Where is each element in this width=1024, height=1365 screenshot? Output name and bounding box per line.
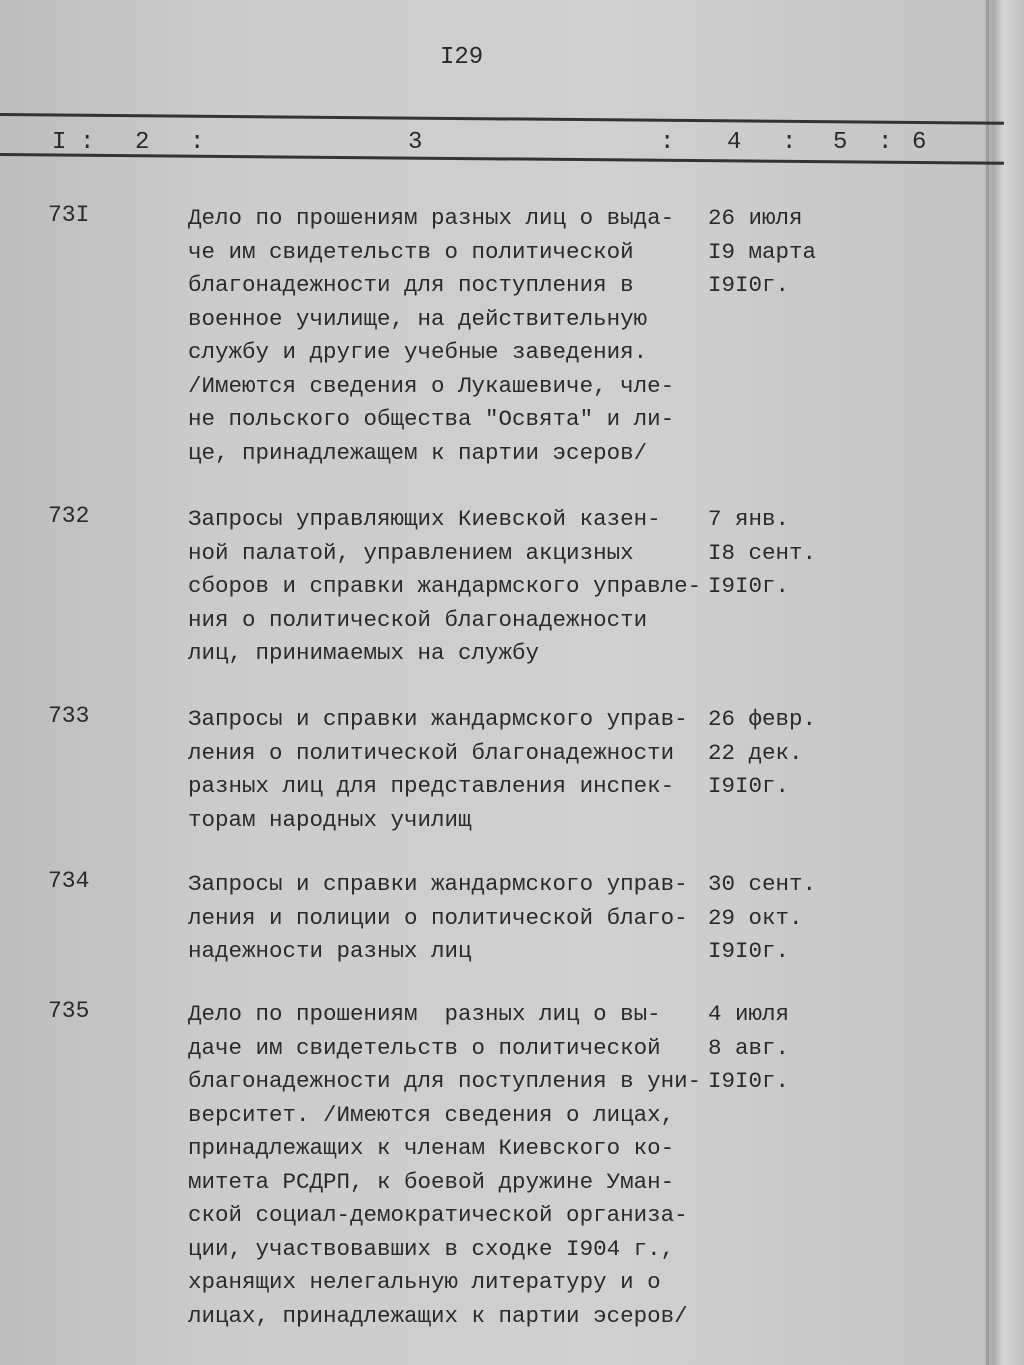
description-line: службу и другие учебные заведения. [188, 339, 648, 365]
entry-number: 732 [48, 503, 90, 529]
column-header-6: 6 [912, 129, 927, 156]
entry-number: 733 [48, 703, 90, 729]
description-line: хранящих нелегальную литературу и о [188, 1269, 661, 1295]
date-line: I9I0г. [708, 573, 790, 599]
date-line: 4 июля [708, 1001, 790, 1027]
date-line: 22 дек. [708, 739, 803, 766]
entry-description [188, 998, 701, 1333]
entry-description [188, 503, 701, 671]
description-line: Запросы и справки жандармского управ- [188, 706, 688, 732]
description-line: благонадежности для поступления в уни- [188, 1068, 702, 1094]
column-separator: : [660, 129, 675, 156]
date-line: I9 марта [708, 238, 817, 265]
entry-dates [708, 503, 816, 604]
column-separator: : [80, 129, 95, 156]
description-line: разных лиц для представления инспек- [188, 773, 675, 799]
entry-description [188, 868, 688, 969]
description-line: ной палатой, управлением акцизных [188, 539, 634, 566]
entry-number: 734 [48, 868, 90, 894]
description-line: верситет. /Имеются сведения о лицах, [188, 1101, 675, 1128]
description-line: митета РСДРП, к боевой дружине Уман- [188, 1168, 675, 1195]
description-line: ции, участвовавших в сходке I904 г., [188, 1235, 675, 1262]
entry-dates [708, 202, 816, 303]
entry-number: 73I [48, 202, 90, 228]
date-line: 26 июля [708, 205, 803, 231]
date-line: I9I0г. [708, 938, 790, 964]
description-line: Дело по прошениям разных лиц о вы- [188, 1001, 661, 1027]
description-line: Запросы управляющих Киевской казен- [188, 506, 661, 532]
page-number: I29 [440, 44, 484, 71]
date-line: I9I0г. [708, 272, 790, 298]
description-line: ления о политической благонадежности [188, 739, 675, 766]
description-line: ской социал-демократической организа- [188, 1202, 688, 1228]
column-header-1: I [52, 129, 67, 156]
date-line: 29 окт. [708, 904, 803, 931]
entry-dates [708, 868, 816, 969]
description-line: Запросы и справки жандармского управ- [188, 871, 688, 897]
description-line: благонадежности для поступления в [188, 272, 634, 298]
date-line: I9I0г. [708, 773, 790, 799]
column-separator: : [782, 129, 797, 156]
description-line: лиц, принимаемых на службу [188, 640, 540, 666]
description-line: военное училище, на действительную [188, 305, 648, 332]
description-line: торам народных училищ [188, 806, 472, 833]
description-line: надежности разных лиц [188, 938, 472, 964]
description-line: лицах, принадлежащих к партии эсеров/ [188, 1302, 688, 1329]
entry-description [188, 703, 688, 837]
description-line: принадлежащих к членам Киевского ко- [188, 1135, 675, 1161]
date-line: 30 сент. [708, 871, 817, 897]
entry-number: 735 [48, 998, 90, 1024]
header-rule-top [0, 113, 1004, 125]
date-line: 8 авг. [708, 1034, 790, 1061]
page-edge [986, 0, 989, 1365]
column-separator: : [878, 129, 893, 156]
description-line: че им свидетельств о политической [188, 238, 634, 265]
description-line: Дело по прошениям разных лиц о выда- [188, 205, 675, 231]
description-line: даче им свидетельств о политической [188, 1034, 661, 1061]
column-separator: : [190, 129, 205, 156]
date-line: I9I0г. [708, 1068, 790, 1094]
column-header-3: 3 [408, 129, 423, 156]
date-line: 7 янв. [708, 506, 790, 532]
date-line: 26 февр. [708, 706, 817, 732]
column-header-4: 4 [727, 129, 742, 156]
description-line: ления и полиции о политической благо- [188, 904, 688, 931]
entry-description [188, 202, 674, 470]
entry-dates [708, 703, 816, 804]
date-line: I8 сент. [708, 539, 817, 566]
header-rule-bottom [0, 153, 1004, 165]
description-line: ния о политической благонадежности [188, 606, 648, 633]
description-line: це, принадлежащем к партии эсеров/ [188, 439, 648, 466]
column-header-2: 2 [135, 129, 150, 156]
column-header-5: 5 [833, 129, 848, 156]
entry-dates [708, 998, 789, 1099]
description-line: /Имеются сведения о Лукашевиче, чле- [188, 372, 675, 399]
description-line: сборов и справки жандармского управле- [188, 573, 702, 599]
description-line: не польского общества "Освята" и ли- [188, 406, 675, 432]
